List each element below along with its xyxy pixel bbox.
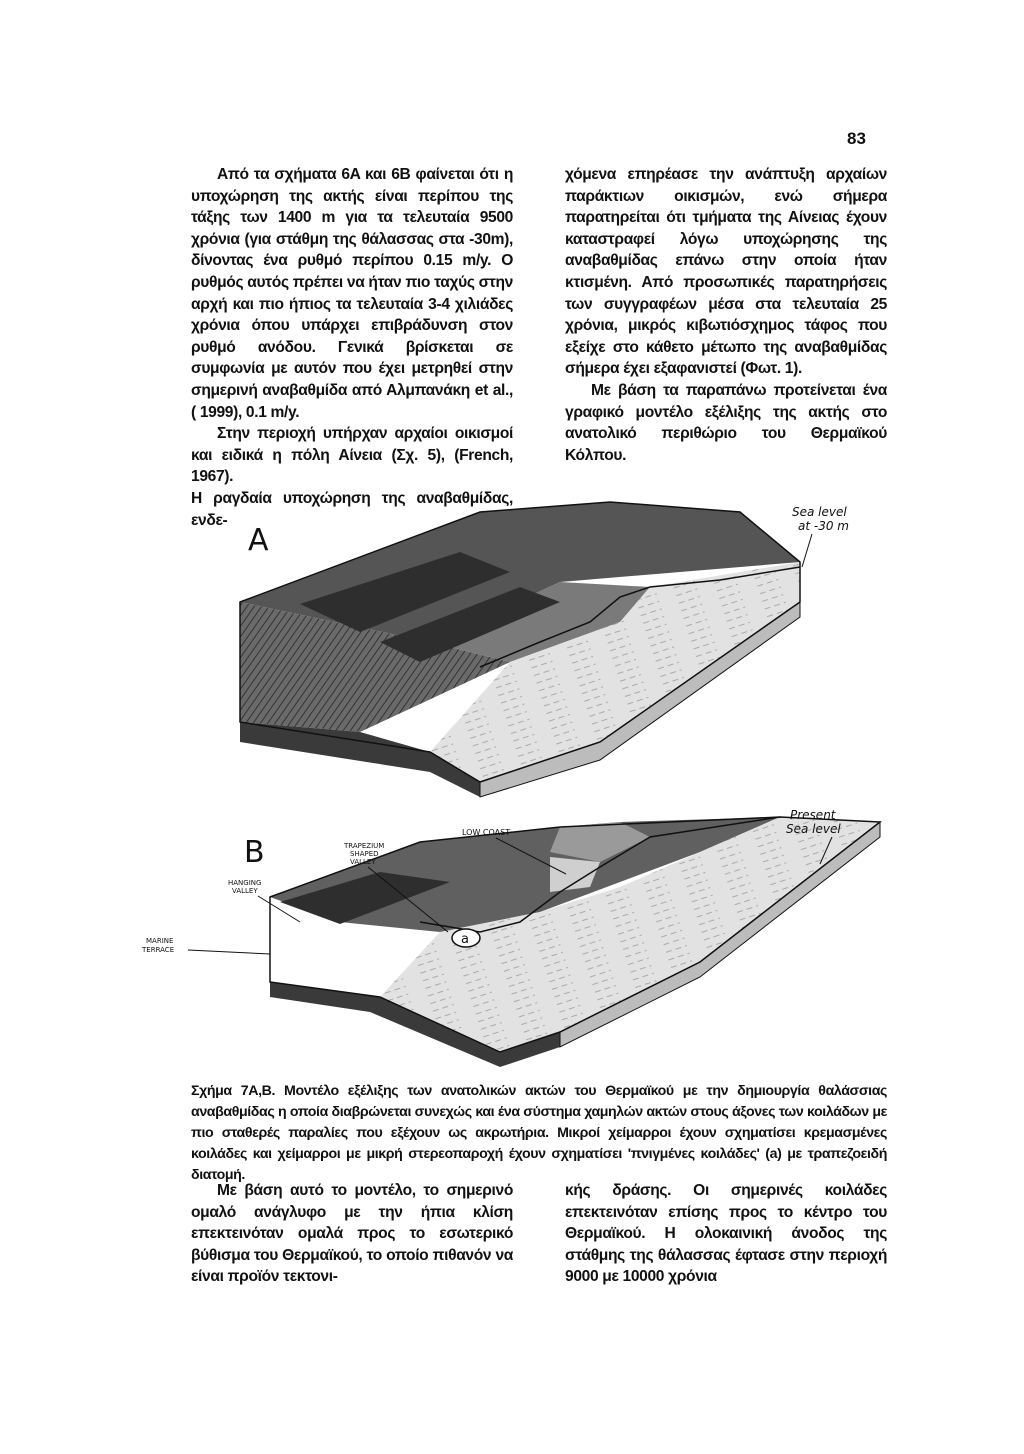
figure-7ab [142,492,900,1072]
paragraph: Στην περιοχή υπήρχαν αρχαίοι οικισμοί και ειδικά η πόλη Αίνεια (Σχ. 5), (French, 1967). [191,425,513,486]
marine-terrace-label-1: MARINE [146,937,174,945]
trapezium-label-3: VALLEY [350,858,376,866]
page-number: 83 [847,129,866,148]
text-column-left-bottom [191,1180,513,1288]
present-label: Present [790,808,836,822]
paragraph: Με βάση αυτό το μοντέλο, το σημερινό ομαλό ανάγλυφο με την ήπια κλίση επεκτεινόταν ομαλά προς το εσωτερικό βύθισμα του Θερμαϊκού, το οποίο πιθανόν να είναι προϊόν τεκτονι- [191,1182,513,1286]
paragraph: Με βάση τα παραπάνω προτείνεται ένα γραφικό μοντέλο εξέλιξης της ακτής στο ανατολικό περιθώριο του Θερμαϊκού Κόλπου. [565,381,887,464]
trapezium-label-2: SHAPED [350,850,379,858]
low-coast-label: LOW COAST [462,828,511,837]
marker-a: a [461,932,469,947]
paragraph: χόμενα επηρέασε την ανάπτυξη αρχαίων παράκτιων οικισμών, ενώ σήμερα παρατηρείται ότι τμήματα της Αίνειας έχουν καταστραφεί λόγω υποχώρησης της αναβαθμίδας επάνω στην οποία ήταν κτισμένη. Από προσωπικές παρατηρήσεις των συγγραφέων μέσα στα τελευταία 25 χρόνια, μικρός κιβωτιόσχημος τάφος που εξείχε στο κάθετο μέτωπο της αναβαθμίδας σήμερα έχει εξαφανιστεί (Φωτ. 1). [565,166,887,378]
trapezium-label-1: TRAPEZIUM [344,842,385,850]
sea-level-label: Sea level [792,505,847,519]
hanging-valley-label-2: VALLEY [232,887,258,895]
paragraph: Η ραγδαία υποχώρηση της αναβαθμίδας, ενδε- [191,489,513,529]
hanging-valley-label-1: HANGING [228,879,262,887]
text-column-left-top [191,164,513,531]
label-a: A [248,523,269,558]
block-a [240,502,849,797]
label-b: B [244,835,265,870]
paragraph: Από τα σχήματα 6A και 6B φαίνεται ότι η υποχώρηση της ακτής είναι περίπου της τάξης των 1400 m για τα τελευταία 9500 χρόνια (για στάθμη της θάλασσας στα -30m), δίνοντας ένα ρυθμό περίπου 0.15 m/y. Ο ρυθμός αυτός πρέπει να ήταν πιο ταχύς στην αρχή και πιο ήπιος τα τελευταία 3-4 χιλιάδες χρόνια όπου υπάρχει επιβράδυνση στον ρυθμό ανόδου. Γενικά βρίσκεται σε συμφωνία με αυτόν που έχει μετρηθεί στην σημερινή αναβαθμίδα από Αλμπανάκη et al.,( 1999), 0.1 m/y. [191,166,513,421]
sea-level-depth-label: at -30 m [798,519,849,533]
marine-terrace-label-2: TERRACE [142,946,175,954]
present-sea-level-label: Sea level [786,822,841,836]
paragraph: κής δράσης. Οι σημερινές κοιλάδες επεκτεινόταν επίσης προς το κέντρο του Θερμαϊκού. Η ολοκαινική άνοδος της στάθμης της θάλασσας έφτασε στην περιοχή 9000 με 10000 χρόνια [565,1182,887,1286]
block-b [141,808,880,1067]
text-column-right-top [565,164,887,466]
text-column-right-bottom [565,1180,887,1288]
block-diagram [142,492,900,1072]
figure-caption: Σχήμα 7A,B. Μοντέλο εξέλιξης των ανατολικών ακτών του Θερμαϊκού με την δημιουργία θαλάσσιας αναβαθμίδας η οποία διαβρώνεται συνεχώς και ένα σύστημα χαμηλών ακτών στους άξονες των κοιλάδων με πιο σταθερές παραλίες που εξέχουν ως ακρωτήρια. Μικροί χείμαρροι έχουν σχηματίσει κρεμασμένες κοιλάδες και χείμαρροι με μικρή στερεοπαροχή έχουν σχηματίσει 'πνιγμένες κοιλάδες' (a) με τραπεζοειδή διατομή. [191,1083,887,1183]
